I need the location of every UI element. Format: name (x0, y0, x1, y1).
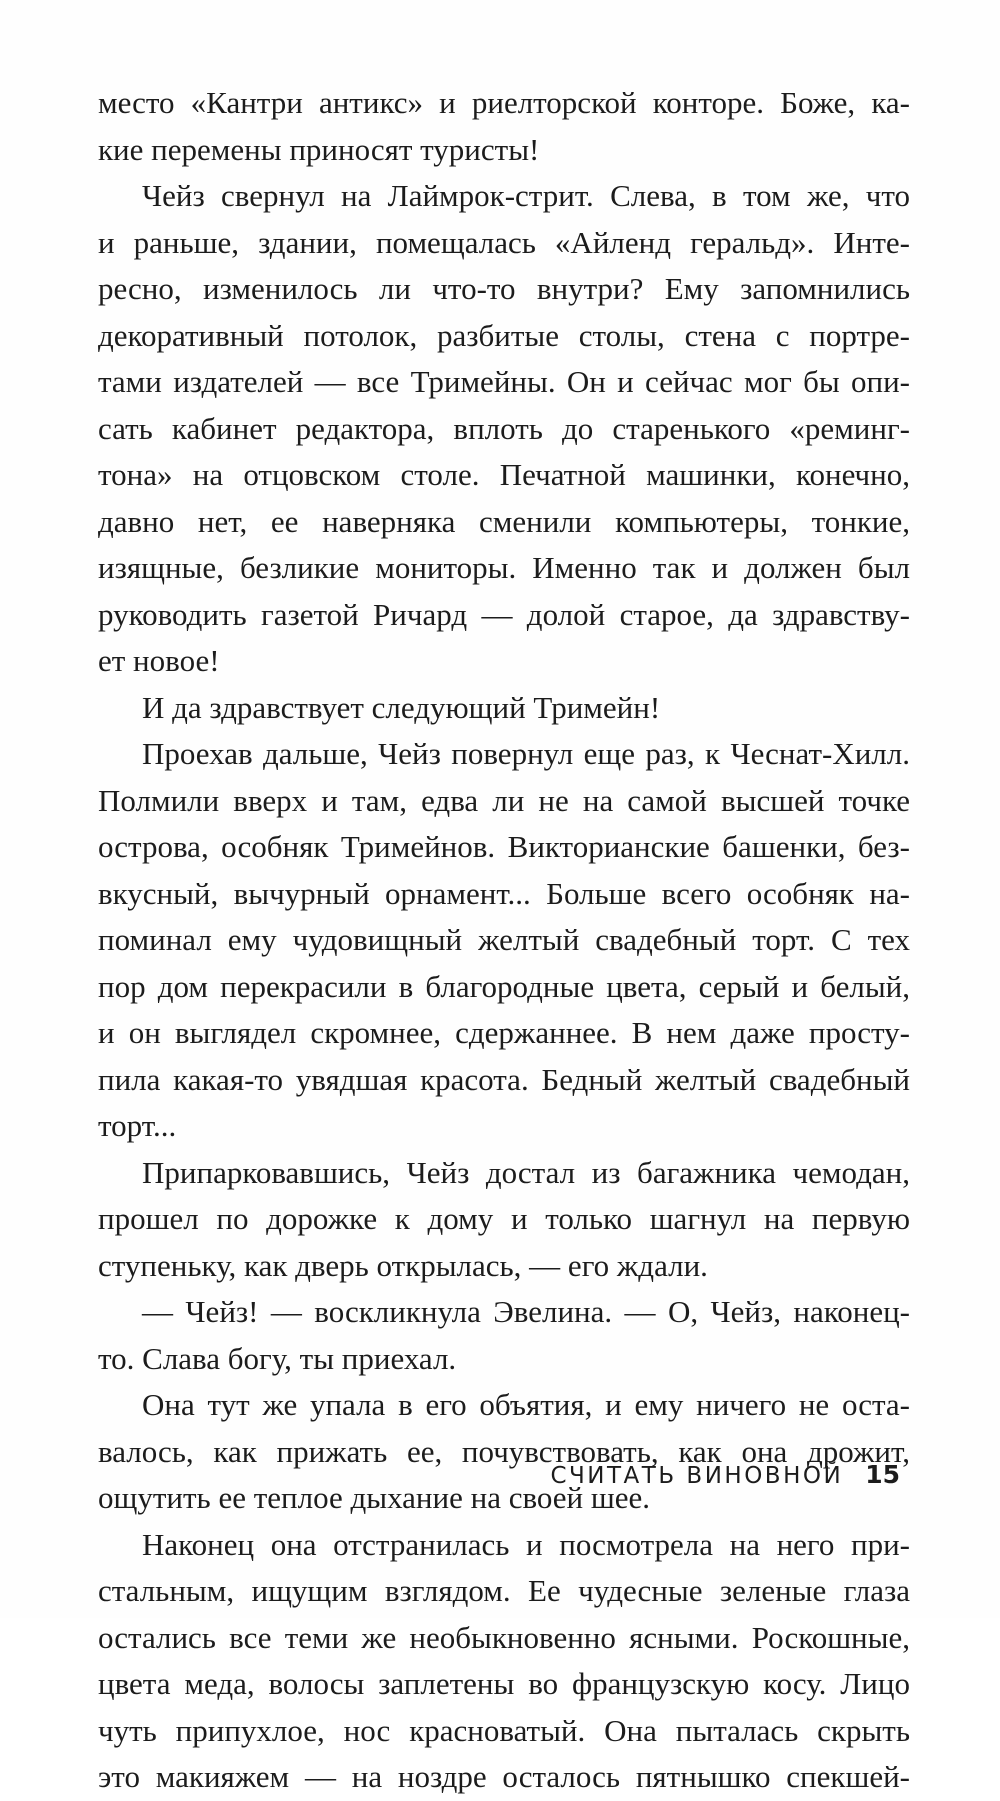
book-title: СЧИТАТЬ ВИНОВНОЙ (550, 1463, 844, 1489)
text-line: ступеньку, как дверь открылась, — его ждали. (98, 1247, 708, 1283)
text-line: пор дом перекрасили в благородные цвета, серый и белый, (98, 968, 910, 1004)
text-line: прошел по дорожке к дому и только шагнул на первую (98, 1201, 910, 1236)
text-line: — Чейз! — воскликнула Эвелина. — О, Чейз, наконец- (142, 1294, 910, 1329)
text-line: ресно, изменилось ли что-то внутри? Ему запомнились (98, 271, 910, 306)
text-line: место «Кантри антикс» и риелторской конторе. Боже, ка- (98, 85, 910, 120)
text-line: поминал ему чудовищный желтый свадебный торт. С тех (98, 922, 910, 957)
text-line: и он выглядел скромнее, сдержаннее. В нем даже просту- (98, 1015, 910, 1050)
text-line: изящные, безликие мониторы. Именно так и должен был (98, 550, 910, 585)
text-line: руководить газетой Ричард — долой старое, да здравству- (98, 596, 910, 632)
text-line: ет новое! (98, 643, 220, 678)
text-line: кие перемены приносят туристы! (98, 131, 540, 167)
text-line: Полмили вверх и там, едва ли не на самой высшей точке (98, 782, 910, 818)
text-line: тами издателей — все Тримейны. Он и сейчас мог бы опи- (98, 364, 910, 399)
text-line: сать кабинет редактора, вплоть до старенького «реминг- (98, 410, 910, 446)
text-line: Проехав дальше, Чейз повернул еще раз, к Чеснат-Хилл. (142, 736, 910, 771)
text-line: валось, как прижать ее, почувствовать, как она дрожит, (98, 1433, 910, 1469)
text-line: острова, особняк Тримейнов. Викторианские башенки, без- (98, 829, 910, 864)
text-line: Припарковавшись, Чейз достал из багажника чемодан, (142, 1154, 910, 1190)
page-number: 15 (865, 1460, 900, 1489)
text-line: декоративный потолок, разбитые столы, стена с портре- (98, 317, 910, 353)
text-line: это макияжем — на ноздре осталось пятнышко спекшей- (98, 1759, 910, 1794)
text-line: чуть припухлое, нос красноватый. Она пыталась скрыть (98, 1712, 910, 1748)
text-line: Наконец она отстранилась и посмотрела на него при- (142, 1526, 910, 1562)
text-line: Она тут же упала в его объятия, и ему ничего не оста- (142, 1387, 910, 1422)
text-line: пила какая-то увядшая красота. Бедный желтый свадебный (98, 1061, 910, 1097)
text-line: Чейз свернул на Лаймрок-стрит. Слева, в том же, что (142, 178, 910, 213)
text-line: давно нет, ее наверняка сменили компьютеры, тонкие, (98, 503, 910, 539)
text-line: тона» на отцовском столе. Печатной машинки, конечно, (98, 457, 910, 492)
text-line: цвета меда, волосы заплетены во французскую косу. Лицо (98, 1666, 910, 1701)
text-line: остались все теми же необыкновенно ясными. Роскошные, (98, 1619, 910, 1655)
text-line: торт... (98, 1108, 177, 1143)
text-line: И да здравствует следующий Тримейн! (142, 689, 661, 725)
text-line: стальным, ищущим взглядом. Ее чудесные зеленые глаза (98, 1573, 910, 1608)
text-line: ощутить ее теплое дыхание на своей шее. (98, 1480, 651, 1515)
body-text (98, 80, 910, 1801)
text-line: то. Слава богу, ты приехал. (98, 1340, 457, 1376)
text-line: и раньше, здании, помещалась «Айленд геральд». Инте- (98, 224, 910, 260)
running-footer (550, 1460, 900, 1489)
text-line: вкусный, вычурный орнамент... Больше всего особняк на- (98, 875, 910, 911)
